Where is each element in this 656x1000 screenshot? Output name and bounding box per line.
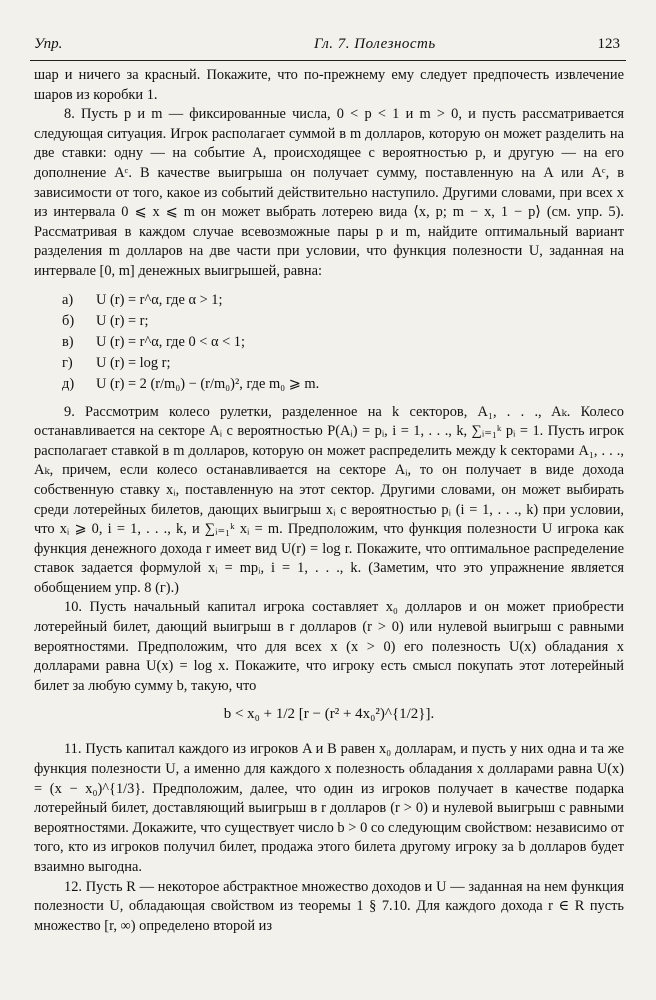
exercise-10: 10. Пусть начальный капитал игрока составляет x₀ долларов и он может приобрести лотерейный билет, дающий выигрыш в r долларов (r > 0) или нулевой выигрыш с равными вероятностями. Предположим, что для всех x (x > 0) его полезность U(x) обладания x долларами равна U(x) = log x. Покажите, что игроку есть смысл покупать этот лотерейный билет за любую сумму b, такую, что [34, 599, 624, 694]
exercise-9: 9. Рассмотрим колесо рулетки, разделенное на k секторов, A₁, . . ., Aₖ. Колесо останавливается на секторе Aᵢ с вероятностью P(Aᵢ) = pᵢ, i = 1, . . ., k, ∑ᵢ₌₁ᵏ pᵢ = 1. Пусть игрок располагает ставкой в m долларов, которую он может распределить между k секторами A₁, . . ., Aₖ, причем, если колесо останавливается на секторе Aᵢ, то он получает в виде дохода собственную ставку xᵢ, поставленную на этот сектор. Другими словами, он может выбирать среди лотерейных билетов, дающих выигрыш xᵢ с вероятностью pᵢ (i = 1, . . ., k) при условии, что xᵢ ⩾ 0, i = 1, . . ., k, и ∑ᵢ₌₁ᵏ xᵢ = m. Предположим, что функция полезности U игрока как функция денежного дохода r имеет вид U(r) = log r. Покажите, что оптимальное распределение ставок задается формулой xᵢ = mpᵢ, i = 1, . . ., k. (Заметим, что это упражнение является обобщением упр. 8 (г).) [34, 403, 624, 596]
header-rule [30, 60, 626, 61]
case-item: в) U (r) = r^α, где 0 < α < 1; [62, 333, 246, 350]
running-header [34, 36, 620, 58]
case-item: г) U (r) = log r; [62, 354, 171, 371]
exercise-12: 12. Пусть R — некоторое абстрактное множество доходов и U — заданная на нем функция полезности U, обладающая свойством из теоремы 1 § 7.10. Для каждого дохода r ∈ R пусть множество [r, ∞) определено второй из [34, 878, 624, 934]
case-item: а) U (r) = r^α, где α > 1; [62, 291, 223, 308]
case-item: б) U (r) = r; [62, 312, 149, 329]
paragraph-continuation: шар и ничего за красный. Покажите, что по-прежнему ему следует предпочесть извлечение шаров из коробки 1. [34, 67, 624, 103]
page-number: 123 [597, 36, 620, 52]
page-body [34, 66, 624, 936]
case-item: д) U (r) = 2 (r/m₀) − (r/m₀)², где m₀ ⩾ m. [62, 375, 320, 392]
inequality-formula: b < x₀ + 1/2 [r − (r² + 4x₀²)^{1/2}]. [223, 706, 435, 723]
exercise-8-cases [62, 290, 624, 395]
header-left: Упр. [34, 36, 63, 52]
header-chapter-title: Гл. 7. Полезность [314, 36, 436, 52]
exercise-8: 8. Пусть p и m — фиксированные числа, 0 < p < 1 и m > 0, и пусть рассматривается следующая ситуация. Игрок располагает суммой в m долларов, которую он может разделить на две ставки: одну — на событие A, происходящее с вероятностью p, и другую — на его дополнение Aᶜ. В качестве выигрыша он получает сумму, поставленную на A или Aᶜ, в зависимости от того, какое из событий действительно наступило. Другими словами, при всех x из интервала 0 ⩽ x ⩽ m он может выбрать лотерею вида ⟨x, p; m − x, 1 − p⟩ (см. упр. 5). Рассматривая в каждом случае всевозможные пары p и m, найдите оптимальный вариант разделения m долларов на две части при условии, что функция полезности U, заданная на интервале [0, m] денежных выигрышей, равна: [34, 106, 624, 279]
exercise-11: 11. Пусть капитал каждого из игроков A и B равен x₀ долларам, и пусть у них одна и та же функция полезности U, а именно для каждого x полезность обладания x долларами равна U(x) = (x − x₀)^{1/3}. Предположим, далее, что один из игроков получает в качестве подарка лотерейный билет, доставляющий выигрыш в r долларов (r > 0) и нулевой выигрыш с равными вероятностями. Докажите, что существует число b > 0 со следующим свойством: независимо от того, кто из игроков получил билет, продажа этого билета другому игроку за b долларов будет взаимно выгодна. [34, 741, 624, 875]
